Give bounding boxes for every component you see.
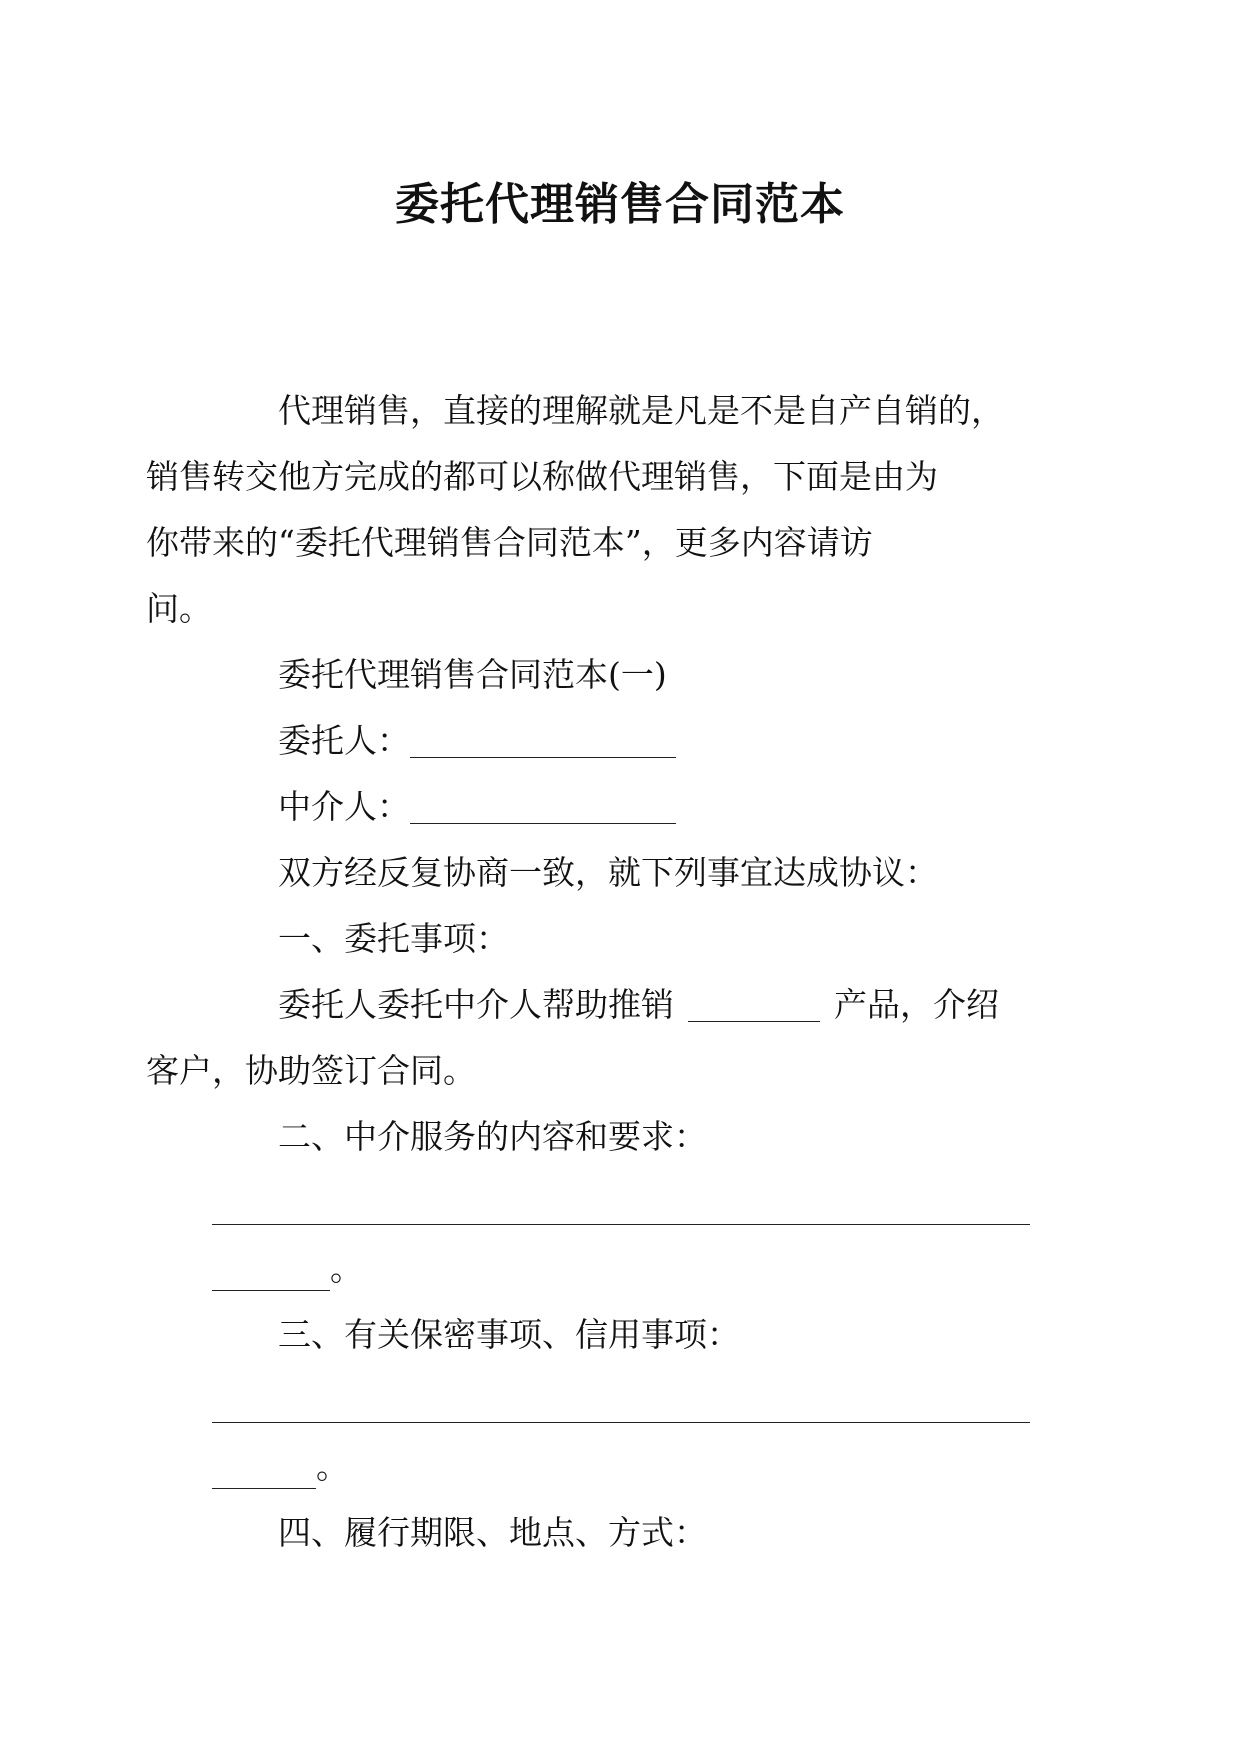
agent-line	[212, 774, 1030, 840]
item3-blank-block	[212, 1368, 1030, 1500]
agent-label: 中介人：	[278, 787, 410, 826]
item1-text-c: 客户，协助签订合同。	[146, 1051, 476, 1090]
principal-blank[interactable]	[410, 723, 676, 758]
item1-heading: 一、委托事项：	[278, 919, 509, 958]
agreement-intro: 双方经反复协商一致，就下列事宜达成协议：	[278, 853, 938, 892]
item2-blank-short[interactable]	[212, 1256, 330, 1291]
document-body	[146, 378, 1030, 1566]
item3-blank-short[interactable]	[212, 1454, 316, 1489]
intro-paragraph	[146, 378, 1030, 642]
intro-line-4: 问。	[146, 589, 212, 628]
item4-heading: 四、履行期限、地点、方式：	[278, 1513, 707, 1552]
item2-end: 。	[330, 1249, 363, 1288]
item3-end: 。	[316, 1447, 349, 1486]
item1-text-a: 委托人委托中介人帮助推销	[278, 985, 674, 1024]
principal-label: 委托人：	[278, 721, 410, 760]
intro-line-3: 你带来的“委托代理销售合同范本”，更多内容请访	[146, 523, 873, 562]
agent-blank[interactable]	[410, 789, 676, 824]
intro-line-2: 销售转交他方完成的都可以称做代理销售，下面是由为	[146, 457, 938, 496]
item2-blank-line[interactable]	[212, 1190, 1030, 1225]
document-title: 委托代理销售合同范本	[395, 179, 845, 230]
intro-line-1: 代理销售，直接的理解就是凡是不是自产自销的，	[278, 391, 1004, 430]
section-title: 委托代理销售合同范本(一)	[278, 655, 667, 694]
item3-blank-line[interactable]	[212, 1388, 1030, 1423]
item1-text	[146, 972, 1030, 1104]
item1-text-b: 产品，介绍	[834, 985, 999, 1024]
item3-heading: 三、有关保密事项、信用事项：	[278, 1315, 740, 1354]
principal-line	[212, 708, 1030, 774]
item2-blank-block	[212, 1170, 1030, 1302]
product-blank[interactable]	[688, 987, 820, 1022]
item2-heading: 二、中介服务的内容和要求：	[278, 1117, 707, 1156]
